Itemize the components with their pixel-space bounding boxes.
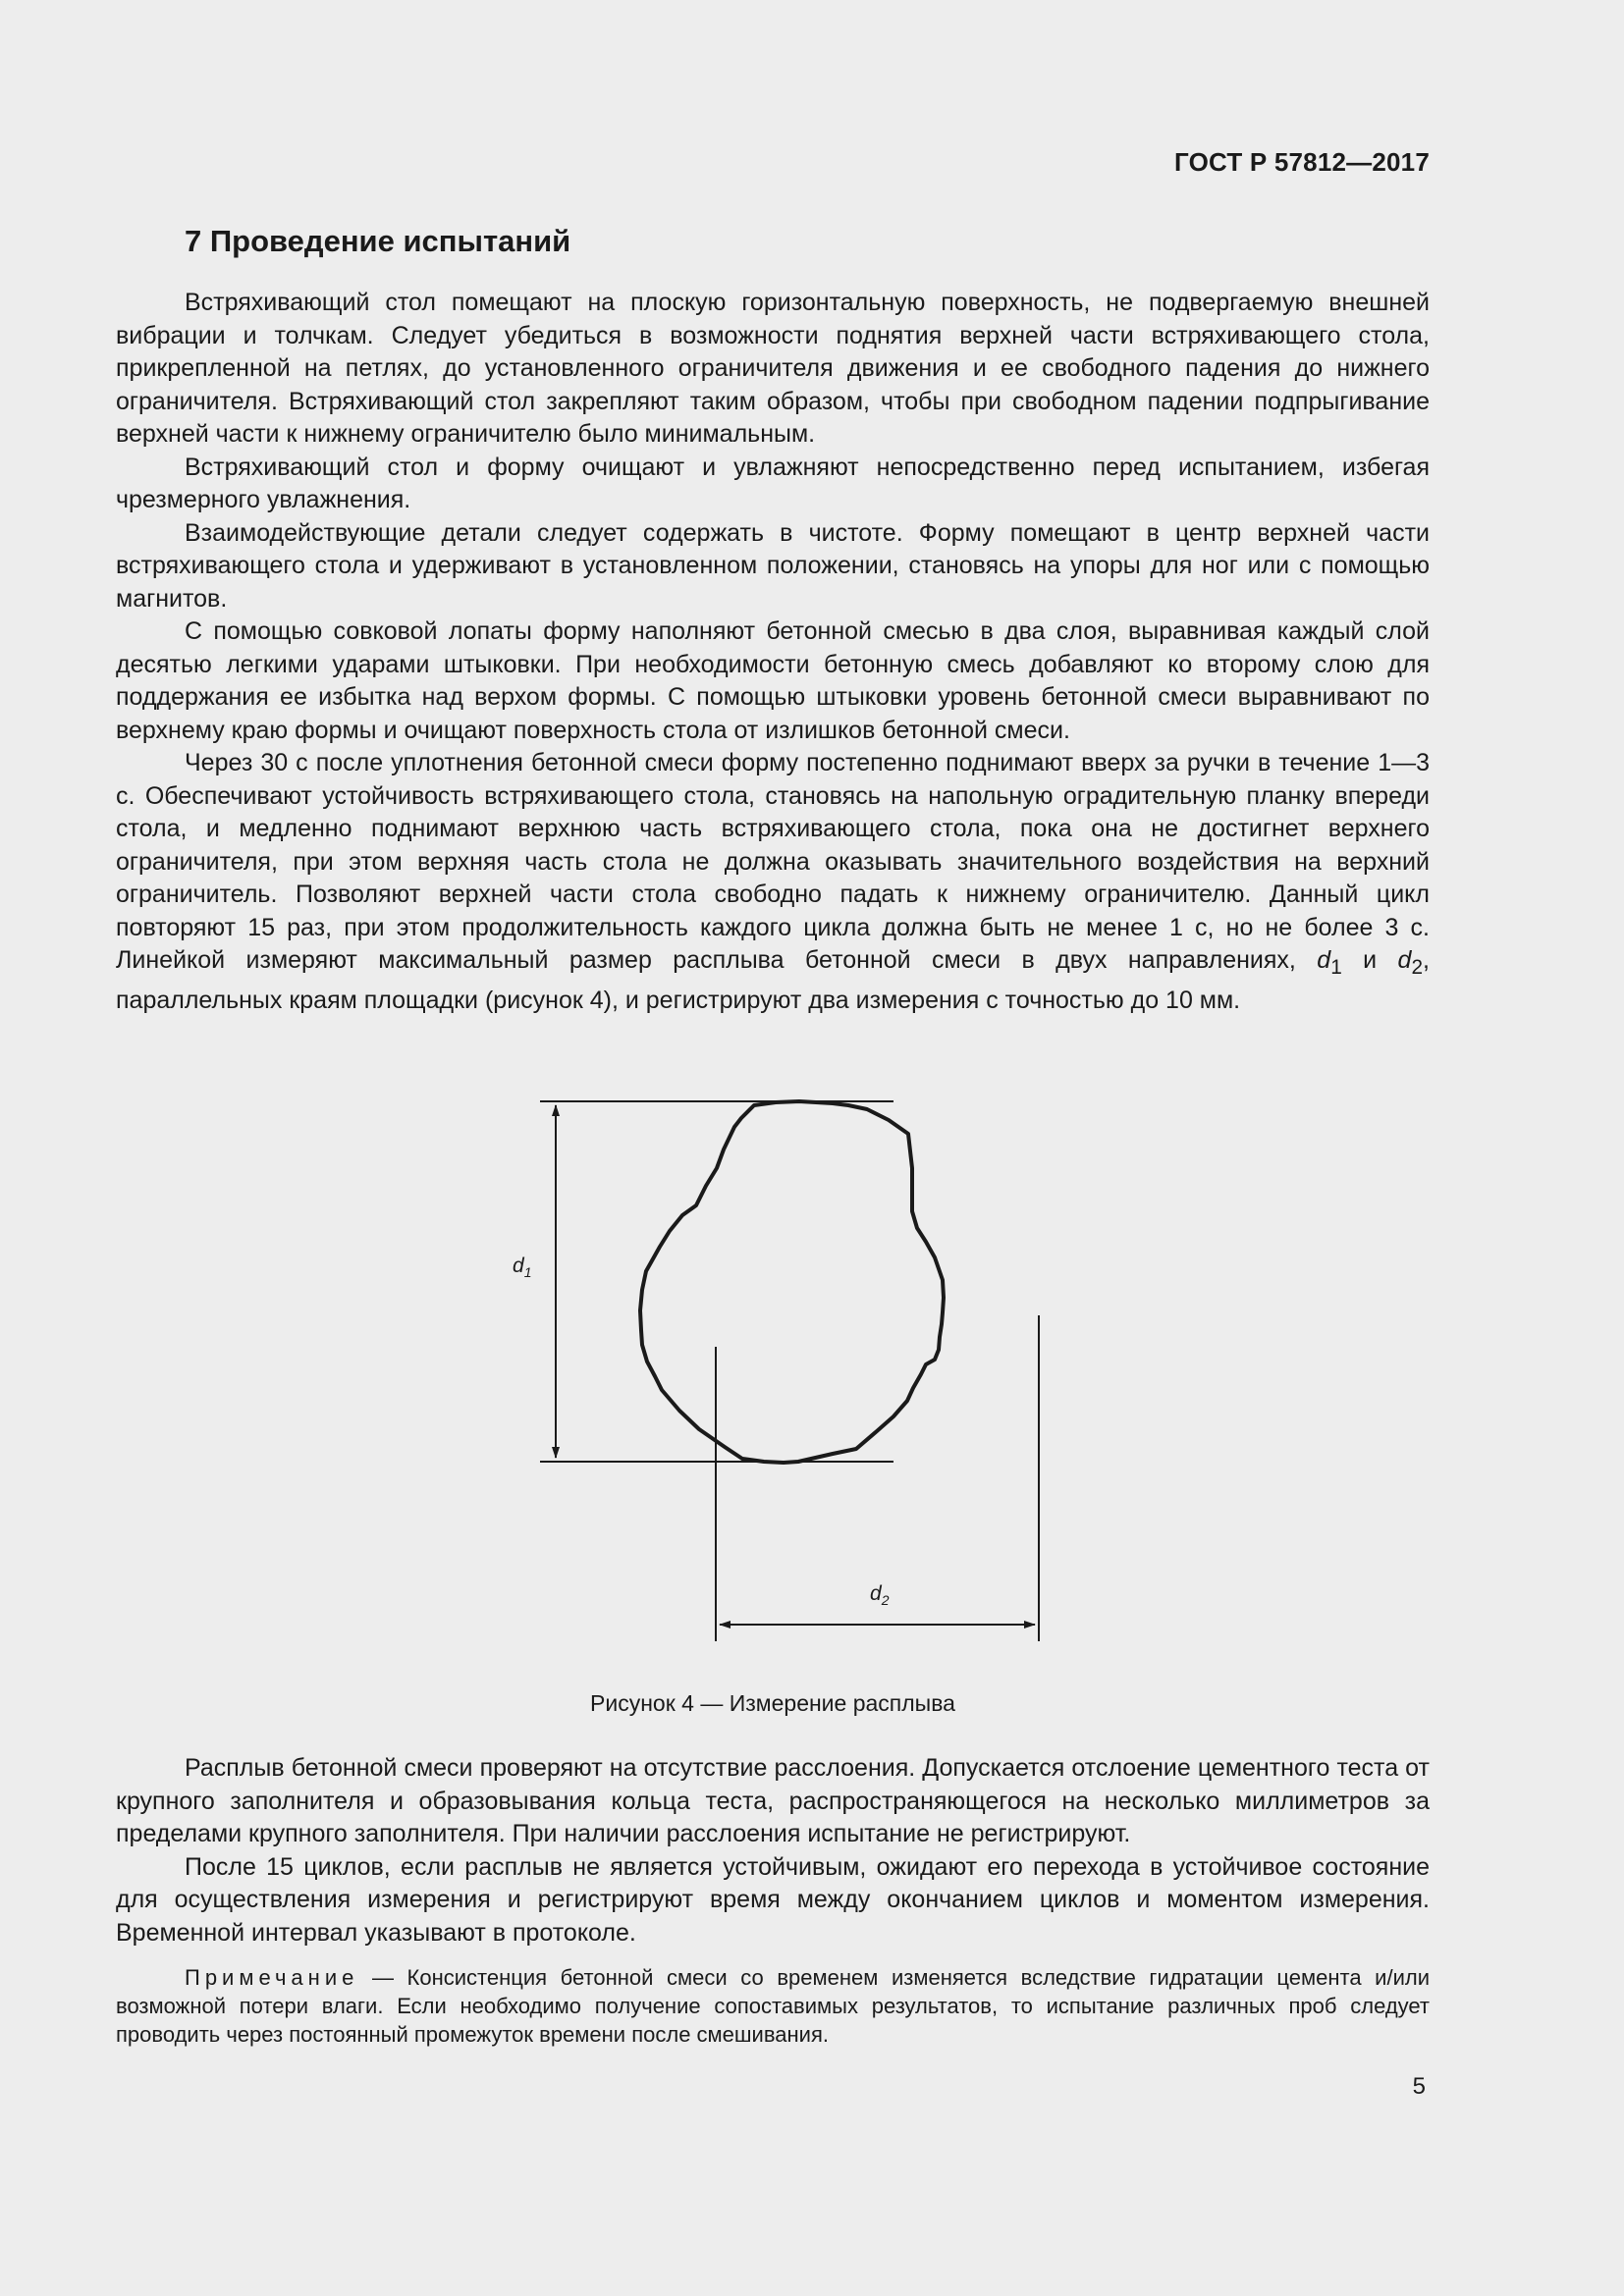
note-text: — Консистенция бетонной смеси со временем изменяется вследствие гидратации цемента и/или возможной потери влаги. Если необходимо получение сопоставимых результатов, то испытание различных проб следует проводить через постоянный промежуток времени после смешивания.: [116, 1965, 1430, 2047]
d1-subscript: 1: [1330, 956, 1342, 979]
section-title: 7 Проведение испытаний: [185, 224, 571, 258]
paragraph-2: Встряхивающий стол и форму очищают и увлажняют непосредственно перед испытанием, избегая чрезмерного увлажнения.: [116, 453, 1430, 513]
body-text-top: [116, 287, 1430, 1017]
note-label: Примечание: [185, 1965, 359, 1990]
d1-symbol: d: [1317, 946, 1331, 974]
paragraph-5-part2: , параллельных краям площадки (рисунок 4), и регистрируют два измерения с точностью до 10 мм.: [116, 946, 1430, 1014]
paragraph-5-part1: Через 30 с после уплотнения бетонной смеси форму постепенно поднимают вверх за ручки в течение 1—3 с. Обеспечивают устойчивость встряхивающего стола, становясь на напольную оградительную планку впереди стола, и медленно поднимают верхнюю часть встряхивающего стола, пока она не достигнет верхнего ограничителя, при этом верхняя часть стола не должна оказывать значительного воздействия на верхний ограничитель. Позволяют верхней части стола свободно падать к нижнему ограничителю. Данный цикл повторяют 15 раз, при этом продолжительность каждого цикла должна быть не менее 1 с, но не более 3 с. Линейкой измеряют максимальный размер расплыва бетонной смеси в двух направлениях,: [116, 749, 1430, 974]
note: [116, 1963, 1430, 2049]
d2-subscript: 2: [1411, 956, 1424, 979]
paragraph-1: Встряхивающий стол помещают на плоскую горизонтальную поверхность, не подвергаемую внешней вибрации и толчкам. Следует убедиться в возможности поднятия верхней части встряхивающего стола, прикрепленной на петлях, до установленного ограничителя движения и ее свободного падения до нижнего ограничителя. Встряхивающий стол закрепляют таким образом, чтобы при свободном падении подпрыгивание верхней части к нижнему ограничителю было минимальным.: [116, 289, 1430, 448]
figure-drawing: [491, 1080, 1080, 1669]
standard-code: ГОСТ Р 57812—2017: [1174, 147, 1430, 177]
spread-outline: [640, 1101, 944, 1463]
d1-label: $d_1$: [513, 1255, 532, 1281]
page-number: 5: [1412, 2073, 1426, 2100]
note-paragraph: [116, 1963, 1430, 2049]
d2-symbol: d: [1397, 946, 1412, 974]
paragraph-6: Расплыв бетонной смеси проверяют на отсутствие расслоения. Допускается отслоение цементного теста от крупного заполнителя и образовывания кольца теста, распространяющегося на несколько миллиметров за пределами крупного заполнителя. При наличии расслоения испытание не регистрируют.: [116, 1754, 1430, 1847]
figure-caption: Рисунок 4 — Измерение расплыва: [590, 1690, 955, 1716]
d2-label: $d_2$: [870, 1582, 890, 1609]
paragraph-5: [116, 747, 1430, 1017]
paragraph-3: Взаимодействующие детали следует содержать в чистоте. Форму помещают в центр верхней части встряхивающего стола и удерживают в установленном положении, становясь на упоры для ног или с помощью магнитов.: [116, 518, 1430, 613]
spread-measurement-figure: [491, 1080, 1080, 1669]
and-word: и: [1341, 946, 1398, 974]
body-text-bottom: [116, 1752, 1430, 1949]
paragraph-7: После 15 циклов, если расплыв не является устойчивым, ожидают его перехода в устойчивое состояние для осуществления измерения и регистрируют время между окончанием циклов и моментом измерения. Временной интервал указывают в протоколе.: [116, 1852, 1430, 1947]
paragraph-4: С помощью совковой лопаты форму наполняют бетонной смесью в два слоя, выравнивая каждый слой десятью легкими ударами штыковки. При необходимости бетонную смесь добавляют ко второму слою для поддержания ее избытка над верхом формы. С помощью штыковки уровень бетонной смеси выравнивают по верхнему краю формы и очищают поверхность стола от излишков бетонной смеси.: [116, 617, 1430, 744]
